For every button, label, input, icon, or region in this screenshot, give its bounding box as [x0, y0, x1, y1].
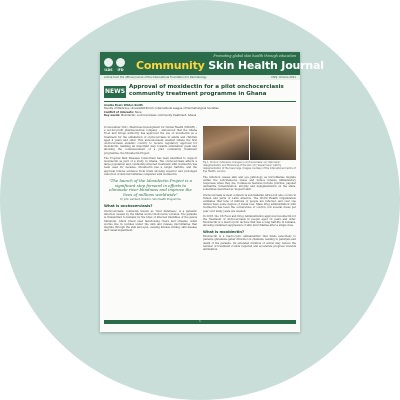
ifd-logo-text: IFD — [117, 68, 124, 72]
ilds-logo — [104, 58, 113, 72]
left-section-heading: What is onchocerciasis? — [104, 204, 153, 209]
conflict-label: Conflict of interests: — [104, 110, 134, 114]
masthead-subbar — [100, 75, 300, 80]
pull-quote-source: Dr John Lambert, Director, Skin Health Programme — [120, 198, 181, 202]
ilds-logo-text: ILDS — [104, 68, 113, 72]
journal-page — [100, 52, 324, 332]
subbar-volume: CSHJ. Volume 2021 — [271, 76, 296, 79]
journal-title — [136, 59, 324, 72]
figure-caption: Fig 1. Chronic cutaneous changes in onchocerciasis: (a) 'lizard skin' depigmentation and thickening of the skin; (b) 'leopard skin' patchy depigmentation of the lower legs. Images courtesy of the International Centre of Eye Health, London. — [203, 161, 296, 173]
ifd-logo-mark — [116, 58, 125, 67]
left-column — [104, 126, 197, 234]
subbar-description: Article from the official journal of the International Foundation for Dermatology — [104, 76, 207, 79]
right-paragraph-2: Onchocerciasis is most common in sub-Saharan Africa but also occurs in Yemen and parts of Latin America. The World Health Organization estimates that tens of millions of people are infected, and over one million have some degree of visual loss. Mass drug administration with ivermectin has been the cornerstone of control, but several doses per year over many years are needed. — [203, 193, 296, 213]
ifd-logo — [116, 58, 125, 72]
masthead-tagline: Promoting global skin health through education — [213, 54, 296, 58]
article-affiliation: Faculty of Medicine, Universität Zürich; International League of Dermatological Societies — [104, 107, 219, 111]
left-paragraph-1: In December 2021, Medicines Development for Global Health (MDGH) – a not-for-profit pharmaceutical company – announced that the Ghana Food and Drugs Authority has approved the use of moxidectin as a treatment for the elimination of onchocerciasis in adults and children aged 4 years and older. This announcement enabled Ghana the first onchocerciasis endemic country to receive regulatory approval for moxidectin, marking an important step towards elimination goals and allowing the commencement of a pilot community treatment programme, the Moxidectin Project. — [104, 126, 197, 155]
right-column — [203, 126, 296, 253]
keywords-line — [104, 114, 296, 117]
article-title: Approval of moxidectin for a pilot onchocerciasis community treatment programme in Ghana — [129, 84, 284, 97]
keywords-label: Key words: — [104, 114, 121, 118]
figure-photos — [203, 126, 296, 160]
ilds-logo-mark — [104, 58, 113, 67]
journal-title-part2: Skin Health Journal — [208, 59, 324, 72]
right-paragraph-4: Moxidectin is a macrocyclic anthelminthic that binds selectively to parasite glutamate-gated chloride ion channels, leading to paralysis and death of the parasite. Its extended duration of action may reduce the number of treatment rounds required and accelerate progress towards elimination. — [203, 235, 296, 251]
right-paragraph-1: The infection causes skin and eye pathology as microfilariae migrate within the subcutaneous tissue and induce intense inflammatory responses when they die. Cutaneous features include pruritus, papular dermatitis, lichenification, atrophy and depigmentation on the shins, sometimes described as 'leopard skin'. — [203, 175, 296, 192]
right-paragraph-3: In 2018, the US Food and Drug Administration approved moxidectin for the treatment of onchocerciasis in people aged 12 years and older. Moxidectin is a macrocyclic lactone that has a long half-life in humans, allowing sustained suppression of skin microfilariae after a single dose. — [203, 214, 296, 228]
keywords-value: Moxidectin; onchocerciasis; community treatment; Ghana — [121, 114, 197, 118]
article-author: Aneliia Bosiv Wilder-Smith — [104, 104, 143, 107]
figure-photo-a — [203, 126, 249, 160]
left-paragraph-2: The Tropical Skin Diseases Consortium has been identified to support moxidectin as part of a study in Ghana. The onchocerciasis affects a large population and community-directed treatment with ivermectin has been used for decades. Moxidectin has a longer half-life, and the approval follows evidence from trials showing superior and prolonged reduction of skin microfilariae compared with ivermectin. — [104, 156, 197, 176]
masthead-banner — [100, 52, 324, 75]
figure-photo-b — [250, 126, 296, 160]
pull-quote: "The launch of the Moxidectin Project is a significant step forward in efforts to eliminate river blindness and improve the lives of millions worldwide" — [109, 178, 192, 197]
page-footer: 1 — [104, 320, 296, 324]
logo-group — [104, 57, 125, 73]
left-paragraph-3: Onchocerciasis, commonly known as 'river blindness', is a parasitic infection caused by the filarial worm Onchocerca volvulus. The parasite is transmitted to humans by the bites of infected blackflies of the genus Simulium, which breed near fast-flowing rivers and streams. Adult worms live in nodules under the skin and release microfilariae that migrate through the skin and eyes, causing intense itching, skin disease and visual impairment. — [104, 209, 197, 233]
news-tag: NEWS — [104, 86, 126, 98]
right-section-heading: What is moxidectin? — [203, 229, 245, 234]
conflict-value: None — [134, 110, 142, 114]
title-divider — [104, 101, 296, 102]
journal-title-part1: Community — [136, 59, 209, 72]
article-meta — [104, 104, 296, 118]
